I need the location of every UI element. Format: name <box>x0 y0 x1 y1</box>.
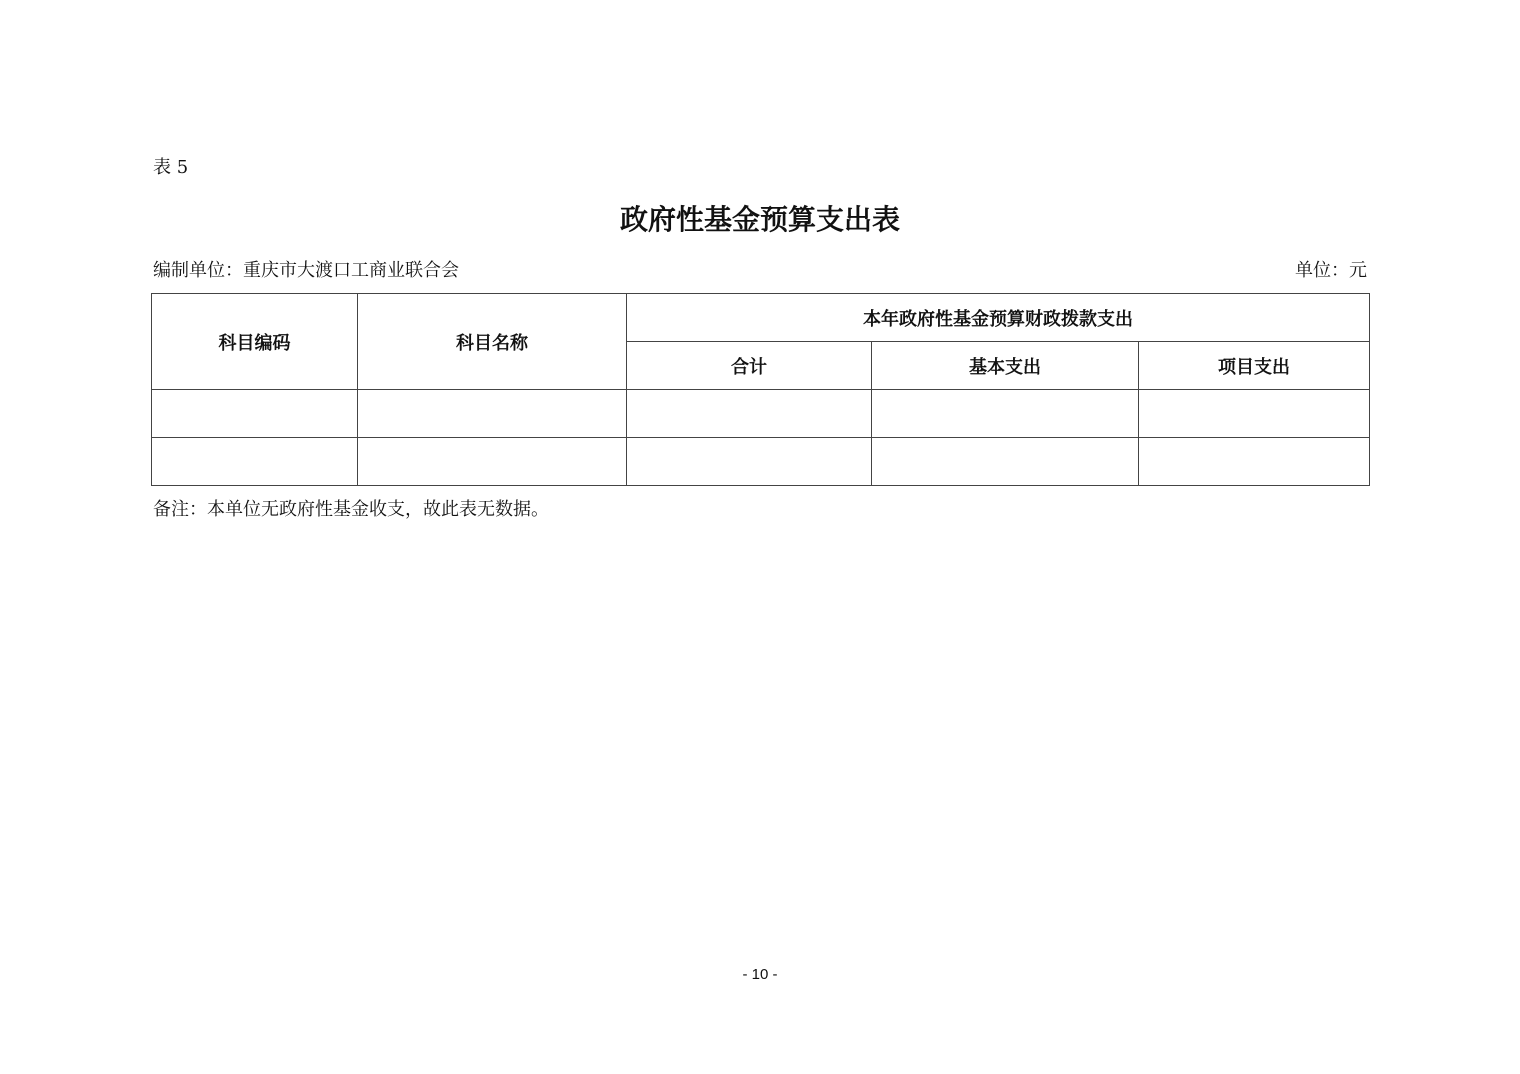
table-cell <box>872 438 1139 486</box>
compiling-unit: 编制单位：重庆市大渡口工商业联合会 <box>153 260 459 281</box>
table-cell <box>627 438 872 486</box>
table-row <box>152 438 1370 486</box>
currency-unit: 单位：元 <box>1295 260 1367 281</box>
header-total: 合计 <box>627 342 872 390</box>
table-row <box>152 390 1370 438</box>
header-row-1 <box>152 294 1370 342</box>
remark-note: 备注：本单位无政府性基金收支，故此表无数据。 <box>153 499 549 520</box>
header-name: 科目名称 <box>358 294 627 390</box>
header-group: 本年政府性基金预算财政拨款支出 <box>627 294 1370 342</box>
meta-row <box>153 259 1367 283</box>
table-cell <box>358 390 627 438</box>
table-cell <box>1139 390 1370 438</box>
table-cell <box>152 390 358 438</box>
header-code: 科目编码 <box>152 294 358 390</box>
table-cell <box>627 390 872 438</box>
page-number: - 10 - <box>742 966 778 983</box>
expenditure-table <box>151 293 1370 486</box>
table-cell <box>872 390 1139 438</box>
header-basic: 基本支出 <box>872 342 1139 390</box>
table-cell <box>358 438 627 486</box>
table-cell <box>152 438 358 486</box>
table-cell <box>1139 438 1370 486</box>
document-title: 政府性基金预算支出表 <box>619 203 900 236</box>
header-project: 项目支出 <box>1139 342 1370 390</box>
table-number: 表 5 <box>153 157 189 178</box>
